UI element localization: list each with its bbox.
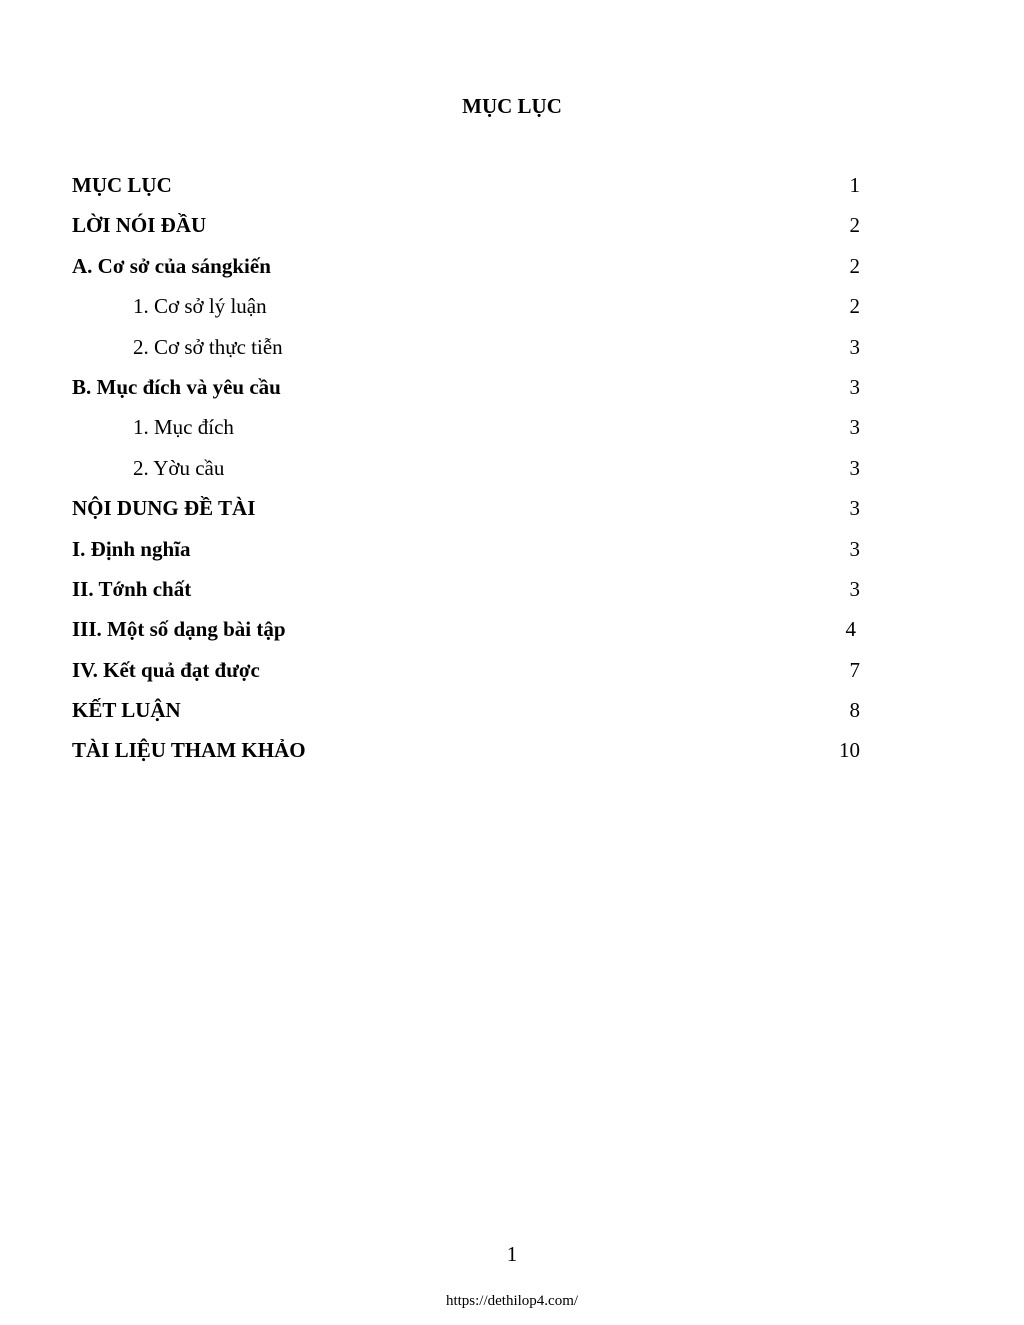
toc-entry-label: NỘI DUNG ĐỀ TÀI bbox=[72, 496, 256, 521]
toc-entry-label: III. Một số dạng bài tập bbox=[72, 617, 286, 642]
toc-title: MỤC LỤC bbox=[462, 94, 562, 118]
table-of-contents bbox=[72, 171, 860, 777]
toc-entry-label: KẾT LUẬN bbox=[72, 698, 181, 723]
toc-entry[interactable] bbox=[72, 575, 860, 615]
toc-subentry[interactable] bbox=[72, 292, 860, 332]
toc-entry-label: LỜI NÓI ĐẦU bbox=[72, 213, 207, 238]
toc-entry-page: 3 bbox=[849, 496, 860, 521]
toc-entry-page: 2 bbox=[849, 253, 860, 278]
toc-entry-page: 3 bbox=[849, 334, 860, 359]
toc-entry-page: 3 bbox=[849, 536, 860, 561]
toc-entry-label: 1. Cơ sở lý luận bbox=[133, 294, 267, 319]
page-number: 1 bbox=[506, 1242, 518, 1266]
toc-entry-label: 2. Cơ sở thực tiễn bbox=[133, 334, 283, 359]
toc-subentry[interactable] bbox=[72, 413, 860, 453]
toc-entry[interactable] bbox=[72, 211, 860, 251]
toc-entry-page: 2 bbox=[849, 213, 860, 238]
toc-entry-page: 7 bbox=[849, 657, 860, 682]
toc-entry[interactable] bbox=[72, 615, 860, 655]
toc-entry-label: IV. Kết quả đạt được bbox=[72, 657, 260, 682]
toc-entry[interactable] bbox=[72, 535, 860, 575]
toc-entry-label: I. Định nghĩa bbox=[72, 536, 191, 561]
toc-entry-page: 4 bbox=[845, 617, 856, 642]
toc-entry-page: 3 bbox=[849, 374, 860, 399]
toc-entry-page: 3 bbox=[849, 455, 860, 480]
toc-subentry[interactable] bbox=[72, 454, 860, 494]
toc-entry[interactable] bbox=[72, 252, 860, 292]
toc-entry-label: 2. Yờu cầu bbox=[133, 455, 225, 480]
toc-entry-label: A. Cơ sở của sángkiến bbox=[72, 253, 271, 278]
toc-entry-page: 3 bbox=[849, 576, 860, 601]
toc-entry-page: 1 bbox=[849, 173, 860, 197]
toc-entry-label: 1. Mục đích bbox=[133, 415, 234, 440]
toc-entry-page: 2 bbox=[849, 294, 860, 319]
toc-entry[interactable] bbox=[72, 494, 860, 534]
toc-entry-page: 8 bbox=[849, 698, 860, 723]
toc-entry[interactable] bbox=[72, 373, 860, 413]
toc-entry-label: TÀI LIỆU THAM KHẢO bbox=[72, 738, 306, 763]
toc-entry[interactable] bbox=[72, 696, 860, 736]
toc-subentry[interactable] bbox=[72, 333, 860, 373]
footer-url[interactable]: https://dethilop4.com/ bbox=[445, 1293, 579, 1309]
toc-entry[interactable] bbox=[72, 736, 860, 776]
toc-entry-page: 3 bbox=[849, 415, 860, 440]
toc-entry-label: MỤC LỤC bbox=[72, 173, 172, 197]
toc-entry-label: II. Tớnh chất bbox=[72, 576, 192, 601]
toc-entry[interactable] bbox=[72, 656, 860, 696]
toc-entry-label: B. Mục đích và yêu cầu bbox=[72, 374, 281, 399]
toc-entry[interactable] bbox=[72, 171, 860, 211]
toc-entry-page: 10 bbox=[839, 738, 860, 763]
